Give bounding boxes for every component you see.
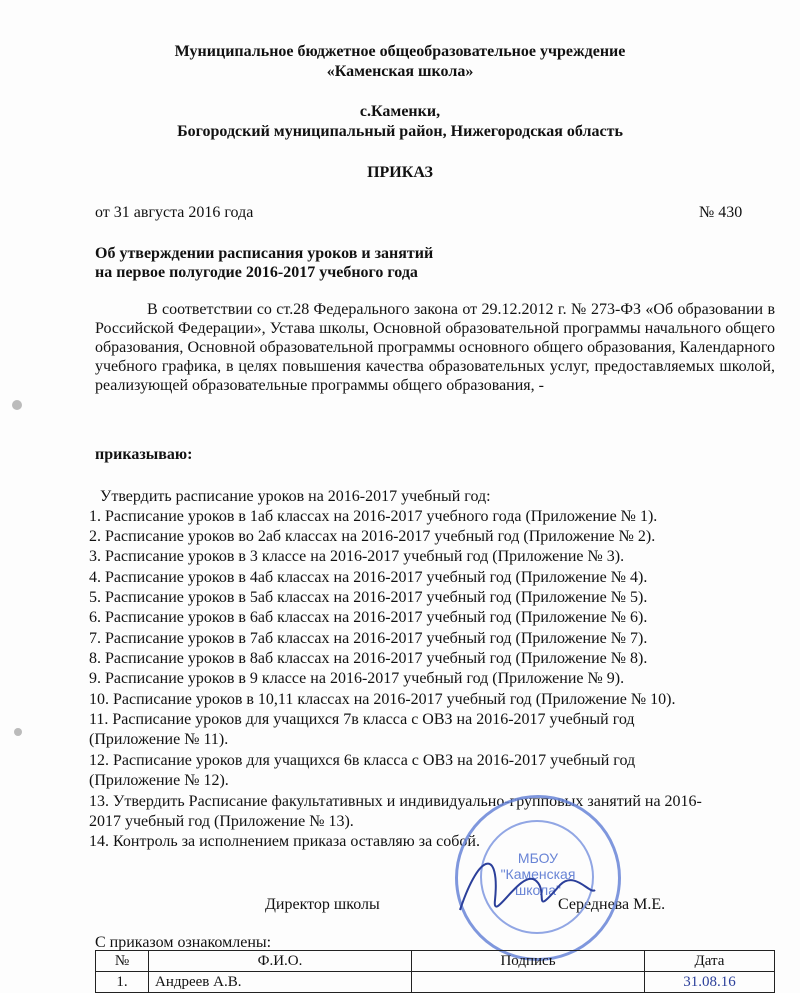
col-date-header: Дата — [645, 951, 775, 972]
signature-name: Середнева М.Е. — [558, 896, 666, 913]
items-intro: Утвердить расписание уроков на 2016-2017 учебный год: — [100, 488, 491, 505]
org-name-line2: «Каменская школа» — [326, 63, 474, 80]
order-date: от 31 августа 2016 года — [95, 204, 254, 221]
order-item: 5. Расписание уроков в 5аб классах на 2016-2017 учебный год (Приложение № 5). — [89, 589, 648, 606]
order-item: 13. Утвердить Расписание факультативных и индивидуально-групповых занятий на 2016- — [89, 793, 702, 810]
row-number: 1. — [96, 972, 149, 993]
table-row — [96, 972, 775, 993]
place-line1: с.Каменки, — [359, 103, 441, 120]
preamble-paragraph: В соответствии со ст.28 Федерального закона от 29.12.2012 г. № 273-ФЗ «Об образовании в Российской Федерации», Устава школы, Основной образовательной программы начального общего образования, Основной образовательной программы основного общего образования, Календарного учебного графика, в целях повышения качества образовательных услуг, предоставляемых школой, реализующей образовательные программы общего образования, - — [95, 301, 775, 394]
col-number-header: № — [96, 951, 149, 972]
order-item: 9. Расписание уроков в 9 классе на 2016-2017 учебный год (Приложение № 9). — [89, 670, 625, 687]
stamp-line1: МБОУ — [517, 850, 559, 866]
col-signature-header: Подпись — [412, 951, 645, 972]
row-date: 31.08.16 — [645, 972, 775, 993]
order-item: 10. Расписание уроков в 10,11 классах на 2016-2017 учебный год (Приложение № 10). — [89, 691, 676, 708]
order-item: 6. Расписание уроков в 6аб классах на 2016-2017 учебный год (Приложение № 6). — [89, 609, 648, 626]
stamp-line2: "Каменская — [500, 866, 576, 882]
order-number: № 430 — [699, 204, 743, 221]
order-item: (Приложение № 12). — [89, 772, 229, 789]
order-item: 3. Расписание уроков в 3 классе на 2016-2017 учебный год (Приложение № 3). — [89, 548, 625, 565]
order-item: (Приложение № 11). — [89, 731, 229, 748]
order-word: приказываю: — [95, 446, 193, 463]
order-item: 1. Расписание уроков в 1аб классах на 2016-2017 учебного года (Приложение № 1). — [89, 508, 658, 525]
place-line2: Богородский муниципальный район, Нижегородская область — [177, 123, 623, 140]
order-item: 8. Расписание уроков в 8аб классах на 2016-2017 учебный год (Приложение № 8). — [89, 650, 648, 667]
order-item: 2. Расписание уроков во 2аб классах на 2016-2017 учебный год (Приложение № 2). — [89, 528, 656, 545]
subject-line2: на первое полугодие 2016-2017 учебного года — [95, 264, 418, 281]
signature-title: Директор школы — [265, 896, 380, 913]
subject-line1: Об утверждении расписания уроков и занятий — [95, 245, 434, 262]
director-signature — [440, 840, 600, 930]
acknowledgement-label: С приказом ознакомлены: — [95, 934, 272, 951]
order-item: 12. Расписание уроков для учащихся 6в класса с ОВЗ на 2016-2017 учебный год — [89, 752, 636, 769]
table-header-row — [96, 951, 775, 972]
order-item: 4. Расписание уроков в 4аб классах на 2016-2017 учебный год (Приложение № 4). — [89, 569, 648, 586]
order-item: 14. Контроль за исполнением приказа оставляю за собой. — [89, 833, 480, 850]
order-item: 7. Расписание уроков в 7аб классах на 2016-2017 учебный год (Приложение № 7). — [89, 630, 648, 647]
col-name-header: Ф.И.О. — [149, 951, 412, 972]
org-name-line1: Муниципальное бюджетное общеобразовательное учреждение — [174, 43, 626, 60]
scan-hole-mark — [14, 728, 22, 736]
row-signature — [412, 972, 645, 993]
order-item: 2017 учебный год (Приложение № 13). — [89, 813, 354, 830]
doc-type-title: ПРИКАЗ — [367, 164, 433, 181]
order-item: 11. Расписание уроков для учащихся 7в класса с ОВЗ на 2016-2017 учебный год — [89, 711, 635, 728]
stamp-line3: школа" — [515, 882, 561, 898]
row-name: Андреев А.В. — [149, 972, 412, 993]
scan-hole-mark — [12, 400, 22, 410]
